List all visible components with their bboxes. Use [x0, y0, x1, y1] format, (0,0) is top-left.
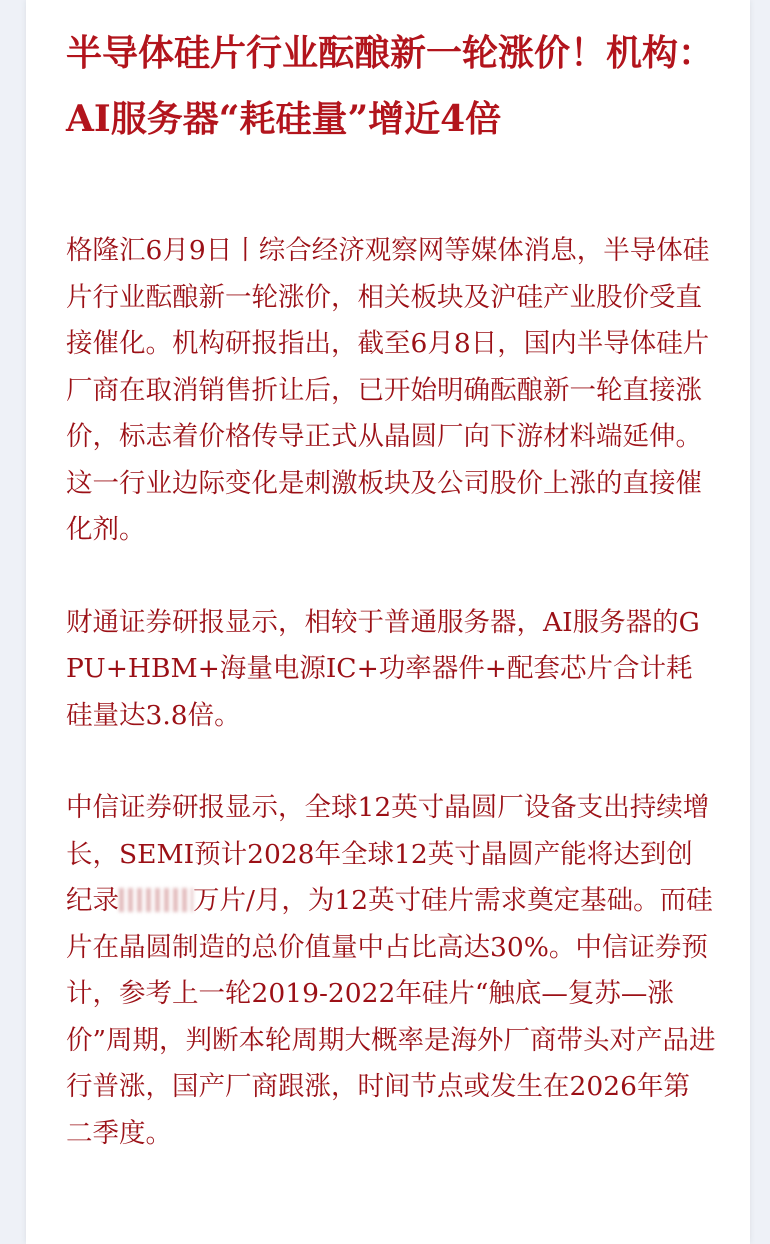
paragraph-3-text-before-mask: 中信证券研报显示，全球12英寸晶圆厂设备支出持续增长，SEMI预计2028年全球12英寸晶圆产能将达到创纪录	[66, 792, 710, 916]
article-page	[26, 0, 750, 1244]
paragraph-2: 财通证券研报显示，相较于普通服务器，AI服务器的GPU+HBM+海量电源IC+功率器件+配套芯片合计耗硅量达3.8倍。	[66, 606, 700, 731]
paragraph-1: 格隆汇6月9日丨综合经济观察网等媒体消息，半导体硅片行业酝酿新一轮涨价，相关板块及沪硅产业股价受直接催化。机构研报指出，截至6月8日，国内半导体硅片厂商在取消销售折让后，已开始明确酝酿新一轮直接涨价，标志着价格传导正式从晶圆厂向下游材料端延伸。这一行业边际变化是刺激板块及公司股价上涨的直接催化剂。	[66, 235, 710, 545]
paragraph-3	[66, 785, 716, 1157]
paragraph-spacer	[66, 739, 716, 785]
article-body	[66, 228, 716, 1157]
blurred-redaction	[119, 888, 193, 912]
paragraph-spacer	[66, 554, 716, 600]
paragraph-3-text-after-mask: 万片/月，为12英寸硅片需求奠定基础。而硅片在晶圆制造的总价值量中占比高达30%。中信证券预计，参考上一轮2019-2022年硅片“触底—复苏—涨价”周期，判断本轮周期大概率是海外厂商带头对产品进行普涨，国产厂商跟涨，时间节点或发生在2026年第二季度。	[66, 885, 716, 1149]
article-title: 半导体硅片行业酝酿新一轮涨价！机构：AI服务器“耗硅量”增近4倍	[66, 32, 715, 140]
